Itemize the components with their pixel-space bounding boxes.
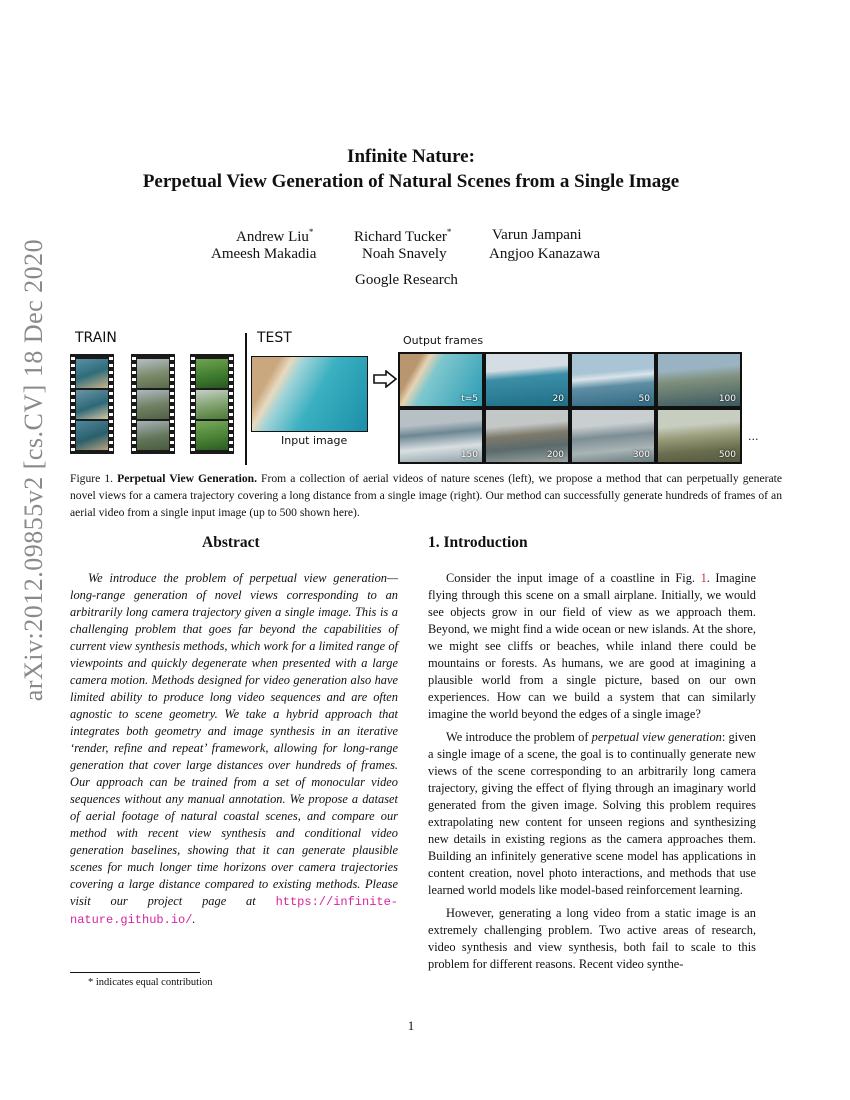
author-6: Angjoo Kanazawa [489,246,601,262]
output-frame: 20 [484,352,570,408]
introduction-text [428,570,756,979]
author-4: Ameesh Makadia [211,246,317,262]
input-image-label: Input image [281,434,348,447]
introduction-heading: 1. Introduction [428,534,528,551]
intro-paragraph-1: Consider the input image of a coastline in Fig. 1. Imagine flying through this scene on a small airplane. Initially, we would see objects grow in our field of view as we approach them. Beyond, we might find a wide ocean or new islands. At the shore, we might see cliffs or beaches, while inland there could be mountains or forests. As humans, we are good at imagining a plausible world from a single picture, based on our own experiences. How can we build a system that can similarly imagine the world beyond the edges of a single image? [428,571,756,721]
output-frame: 300 [570,408,656,464]
intro-paragraph-3: However, generating a long video from a static image is an extremely challenging problem. Two active areas of research, video synthesis and view synthesis, both fail to scale to this problem for different reasons. Recent video synthe- [428,906,756,971]
input-image [251,356,368,432]
paper-title-line-1: Infinite Nature: [347,146,475,167]
author-5: Noah Snavely [362,246,447,262]
output-frame: 150 [398,408,484,464]
train-label: TRAIN [75,330,117,346]
output-frames-label: Output frames [403,334,484,347]
training-video-strip-2 [131,354,175,454]
affiliation: Google Research [355,272,458,288]
training-video-strip-1 [70,354,114,454]
figure-1-caption: Figure 1. Perpetual View Generation. From a collection of aerial videos of nature scenes (left), we propose a method that can perpetually generate novel views for a camera trajectory covering a long distance from a single image (right). Our method can successfully generate hundreds of frames of an aerial video from a single input image (up to 500 shown here). [70,472,782,519]
output-frame: 100 [656,352,742,408]
output-frame: t=5 [398,352,484,408]
output-frame: 200 [484,408,570,464]
output-frame: 50 [570,352,656,408]
training-video-strip-3 [190,354,234,454]
arxiv-stamp: arXiv:2012.09855v2 [cs.CV] 18 Dec 2020 [19,238,48,702]
output-frame: 500 [656,408,742,464]
project-page-link[interactable]: https://infinite-nature.github.io/ [70,895,398,927]
author-3: Varun Jampani [492,227,582,243]
intro-paragraph-2: We introduce the problem of perpetual view generation: given a single image of a scene, the goal is to continually generate new views of the scene corresponding to an arbitrarily long camera trajectory, giving the effect of flying through an imaginary world generated from the given image. Solving this problem requires extrapolating new content for unseen regions and synthesizing new details in existing regions as the camera approaches them. Building an infinitely generative scene model has applications in content creation, novel photo interactions, and methods that use learned world models like model-based reinforcement learning. [428,730,757,897]
footnote: * indicates equal contribution [88,977,213,988]
author-1: Andrew Liu* [236,227,314,245]
arrow-right-icon [373,370,397,388]
author-2: Richard Tucker* [354,227,452,245]
paper-title-line-2: Perpetual View Generation of Natural Scenes from a Single Image [142,171,680,192]
train-test-divider [245,333,247,465]
test-label: TEST [257,330,292,346]
more-frames-ellipsis: ... [748,430,759,443]
footnote-rule [70,972,200,973]
abstract-text: We introduce the problem of perpetual view generation—long-range generation of novel views corresponding to an arbitrarily long camera trajectory given a single image. This is a challenging problem that goes far beyond the capabilities of current view synthesis methods, which work for a limited range of viewpoints and quickly degenerate when presented with a large camera motion. Methods designed for video generation also have limited ability to produce long video sequences and are often agnostic to scene geometry. We take a hybrid approach that integrates both geometry and image synthesis in an iterative ‘render, refine and repeat’ framework, allowing for long-range generation that cover large distances over hundreds of frames. Our approach can be trained from a set of monocular video sequences without any manual annotation. We propose a dataset of aerial footage of natural coastal scenes, and compare our method with recent view synthesis and conditional video generation baselines, showing that it can generate plausible scenes for much longer time horizons over camera trajectories covering a large distance compared to existing methods. Please visit our project page at https://infinite-nature.github.io/. [70,571,398,927]
figure-1-ref-link[interactable]: 1 [700,571,707,585]
page-number: 1 [407,1018,415,1033]
abstract-heading: Abstract [202,534,260,551]
